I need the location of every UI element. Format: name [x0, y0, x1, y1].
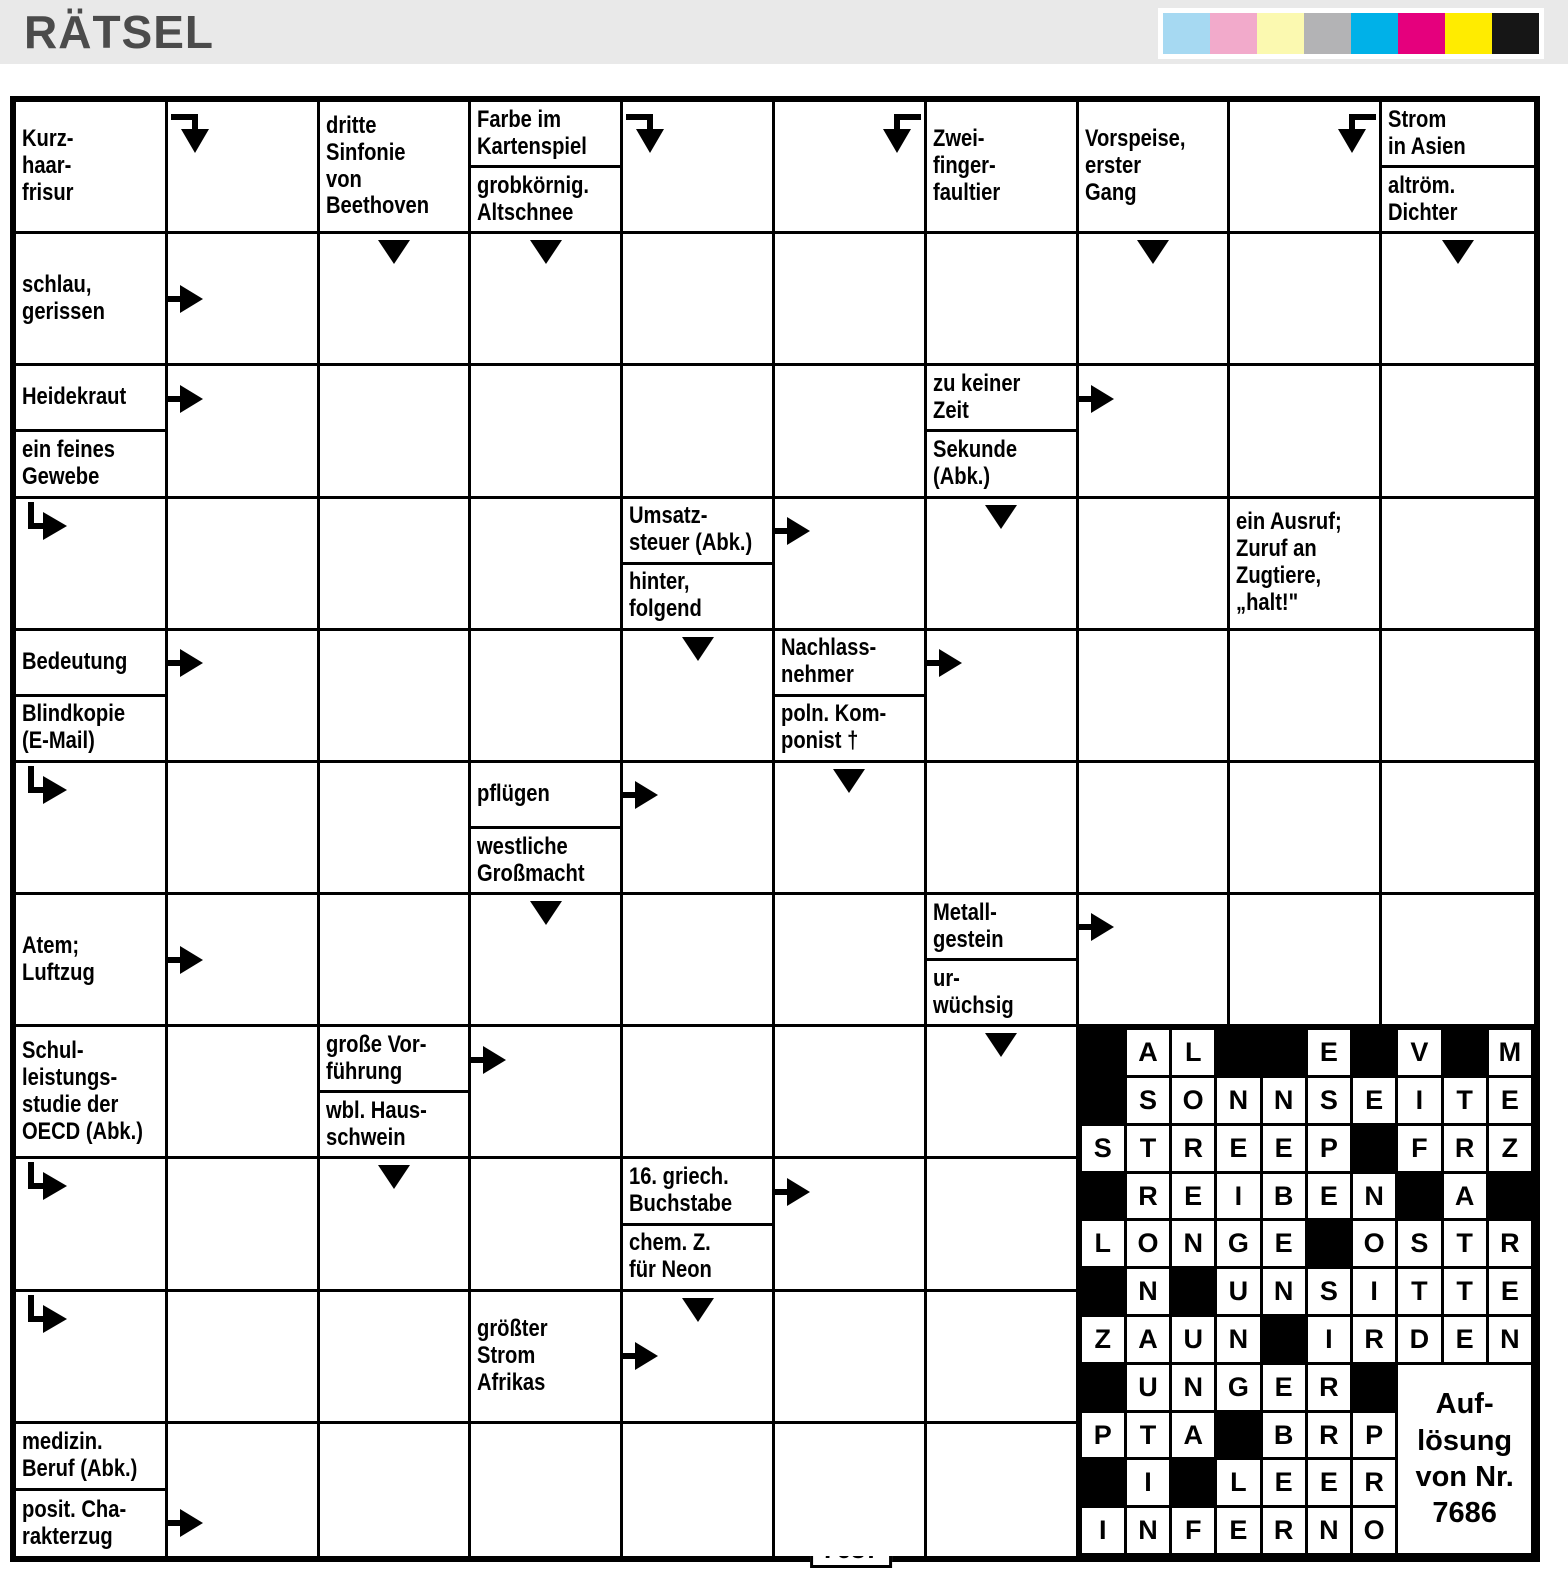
answer-cell[interactable] [1079, 631, 1231, 763]
answer-cell[interactable] [927, 1159, 1079, 1291]
solution-black-cell [1308, 1221, 1350, 1266]
clue-text-bottom: grobkörnig. Altschnee [477, 171, 590, 226]
solution-letter-cell: L [1217, 1460, 1259, 1505]
solution-letter-cell: P [1308, 1126, 1350, 1171]
solution-letter-cell: E [1489, 1078, 1531, 1123]
solution-grid [1079, 1027, 1534, 1556]
answer-cell[interactable] [168, 234, 320, 366]
clue-cell [927, 895, 1079, 1027]
solution-black-cell [1172, 1269, 1214, 1314]
solution-letter-cell: I [1308, 1317, 1350, 1362]
answer-cell[interactable] [471, 1424, 623, 1556]
answer-cell[interactable] [623, 763, 775, 895]
solution-letter-cell: N [1263, 1078, 1305, 1123]
solution-letter-cell: P [1353, 1413, 1395, 1458]
clue-cell [623, 499, 775, 631]
clue-cell: schlau, gerissen [16, 234, 168, 366]
arrow-right-icon [168, 282, 204, 316]
clue-text-bottom: wbl. Haus- schwein [325, 1097, 427, 1151]
solution-letter-cell: R [1444, 1126, 1486, 1171]
solution-black-cell [1082, 1078, 1124, 1123]
clue-text-top: zu keiner Zeit [927, 366, 1076, 432]
solution-letter-cell: E [1172, 1174, 1214, 1219]
answer-cell[interactable] [16, 763, 168, 895]
solution-letter-cell: I [1353, 1269, 1395, 1314]
solution-letter-cell: U [1172, 1317, 1214, 1362]
solution-letter-cell: S [1127, 1078, 1169, 1123]
color-swatch-gray [1304, 13, 1351, 54]
answer-cell[interactable] [623, 631, 775, 763]
clue-cell: Kurz- haar- frisur [16, 102, 168, 234]
clue-cell [927, 366, 1079, 498]
solution-letter-cell: R [1172, 1126, 1214, 1171]
solution-letter-cell: E [1444, 1317, 1486, 1362]
answer-cell[interactable] [775, 234, 927, 366]
answer-cell[interactable] [927, 631, 1079, 763]
clue-text-bottom: altröm. Dichter [1388, 171, 1458, 226]
solution-letter-cell: T [1127, 1413, 1169, 1458]
solution-letter-cell: E [1489, 1269, 1531, 1314]
solution-black-cell [1217, 1030, 1259, 1075]
arrow-down-icon [681, 1297, 715, 1323]
answer-cell[interactable] [775, 366, 927, 498]
clue-text-top: medizin. Beruf (Abk.) [16, 1424, 165, 1492]
answer-cell[interactable] [471, 631, 623, 763]
solution-letter-cell: I [1398, 1078, 1440, 1123]
solution-letter-cell: P [1082, 1413, 1124, 1458]
solution-letter-cell: T [1127, 1126, 1169, 1171]
answer-cell[interactable] [168, 1027, 320, 1159]
arrow-bend-right-down-icon [1330, 107, 1376, 155]
clue-cell [1382, 102, 1534, 234]
solution-black-cell [1353, 1365, 1395, 1410]
solution-black-cell [1444, 1030, 1486, 1075]
print-color-bar [1158, 8, 1544, 59]
answer-cell[interactable] [168, 102, 320, 234]
solution-label-line: 7686 [1432, 1497, 1497, 1530]
solution-letter-cell: U [1217, 1269, 1259, 1314]
answer-cell[interactable] [320, 499, 472, 631]
solution-letter-cell: A [1172, 1413, 1214, 1458]
clue-text-bottom: chem. Z. für Neon [629, 1229, 713, 1284]
solution-black-cell [1082, 1269, 1124, 1314]
arrow-right-icon [775, 1175, 811, 1209]
solution-letter-cell: R [1308, 1365, 1350, 1410]
arrow-right-icon [775, 514, 811, 548]
answer-cell[interactable] [1382, 234, 1534, 366]
color-swatch-light-blue [1163, 13, 1210, 54]
answer-cell[interactable] [1230, 366, 1382, 498]
clue-cell: Vorspeise, erster Gang [1079, 102, 1231, 234]
answer-cell[interactable] [168, 895, 320, 1027]
clue-text-top: Heidekraut [16, 366, 165, 432]
solution-letter-cell: R [1353, 1317, 1395, 1362]
color-swatch-magenta [1398, 13, 1445, 54]
answer-cell[interactable] [16, 1159, 168, 1291]
solution-letter-cell: B [1263, 1413, 1305, 1458]
solution-letter-cell: O [1353, 1221, 1395, 1266]
answer-cell[interactable] [1079, 366, 1231, 498]
solution-letter-cell: N [1489, 1317, 1531, 1362]
arrow-down-icon [984, 1032, 1018, 1058]
answer-cell[interactable] [320, 1292, 472, 1424]
solution-letter-cell: N [1172, 1221, 1214, 1266]
answer-cell[interactable] [471, 499, 623, 631]
clue-text-bottom: Blindkopie (E-Mail) [22, 700, 126, 755]
answer-cell[interactable] [1079, 895, 1231, 1027]
arrow-down-icon [681, 636, 715, 662]
solution-letter-cell: R [1489, 1221, 1531, 1266]
solution-black-cell [1263, 1030, 1305, 1075]
clue-text-top: Farbe im Kartenspiel [471, 102, 620, 168]
solution-letter-cell: F [1172, 1508, 1214, 1553]
answer-cell[interactable] [775, 1027, 927, 1159]
color-swatch-cyan [1351, 13, 1398, 54]
arrow-bend-left-down-icon [171, 107, 217, 155]
answer-cell[interactable] [168, 366, 320, 498]
arrow-down-icon [1441, 239, 1475, 265]
answer-cell[interactable] [775, 1292, 927, 1424]
answer-cell[interactable] [775, 499, 927, 631]
clue-cell: dritte Sinfonie von Beethoven [320, 102, 472, 234]
answer-cell[interactable] [320, 631, 472, 763]
solution-letter-cell: N [1172, 1365, 1214, 1410]
answer-cell[interactable] [168, 1292, 320, 1424]
arrow-down-icon [377, 239, 411, 265]
arrow-down-icon [377, 1164, 411, 1190]
answer-cell[interactable] [775, 1424, 927, 1556]
clue-text-bottom: posit. Cha- rakterzug [22, 1495, 127, 1550]
solution-letter-cell: T [1444, 1269, 1486, 1314]
clue-text-bottom: ein feines Gewebe [22, 436, 116, 490]
clue-cell: größter Strom Afrikas [471, 1292, 623, 1424]
answer-cell[interactable] [775, 1159, 927, 1291]
answer-cell[interactable] [623, 1424, 775, 1556]
answer-cell[interactable] [320, 1424, 472, 1556]
arrow-right-icon [927, 646, 963, 680]
solution-letter-cell: L [1172, 1030, 1214, 1075]
answer-cell[interactable] [927, 1027, 1079, 1159]
arrow-right-icon [168, 943, 204, 977]
answer-cell[interactable] [1230, 102, 1382, 234]
arrow-bend-right-down-icon [875, 107, 921, 155]
answer-cell[interactable] [168, 499, 320, 631]
color-swatch-black [1492, 13, 1539, 54]
solution-letter-cell: G [1217, 1365, 1259, 1410]
answer-cell[interactable] [320, 366, 472, 498]
answer-cell[interactable] [471, 1159, 623, 1291]
clue-text-top: Bedeutung [16, 631, 165, 697]
answer-cell[interactable] [1382, 631, 1534, 763]
clue-text-bottom: Sekunde (Abk.) [932, 436, 1017, 490]
answer-cell[interactable] [623, 1027, 775, 1159]
answer-cell[interactable] [623, 234, 775, 366]
answer-cell[interactable] [623, 102, 775, 234]
clue-text-top: 16. griech. Buchstabe [623, 1159, 772, 1225]
solution-black-cell [1398, 1174, 1440, 1219]
answer-cell[interactable] [623, 1292, 775, 1424]
solution-letter-cell: O [1353, 1508, 1395, 1553]
answer-cell[interactable] [927, 234, 1079, 366]
clue-text-bottom: ur- wüchsig [932, 964, 1014, 1019]
solution-letter-cell: N [1127, 1269, 1169, 1314]
answer-cell[interactable] [471, 895, 623, 1027]
solution-letter-cell: S [1308, 1269, 1350, 1314]
solution-letter-cell: N [1127, 1508, 1169, 1553]
clue-cell [320, 1027, 472, 1159]
solution-black-cell [1489, 1174, 1531, 1219]
color-swatch-pale-yellow [1257, 13, 1304, 54]
arrow-bend-top-right-icon [21, 1162, 69, 1208]
answer-cell[interactable] [623, 366, 775, 498]
solution-letter-cell: L [1082, 1221, 1124, 1266]
solution-letter-cell: N [1217, 1317, 1259, 1362]
solution-letter-cell: U [1127, 1365, 1169, 1410]
solution-letter-cell: R [1127, 1174, 1169, 1219]
arrow-right-icon [623, 778, 659, 812]
solution-letter-cell: A [1127, 1317, 1169, 1362]
arrow-bend-left-down-icon [626, 107, 672, 155]
answer-cell[interactable] [16, 1292, 168, 1424]
solution-letter-cell: O [1172, 1078, 1214, 1123]
answer-cell[interactable] [320, 763, 472, 895]
clue-cell: Schul- leistungs- studie der OECD (Abk.) [16, 1027, 168, 1159]
answer-cell[interactable] [1079, 763, 1231, 895]
solution-label-line: Auf- [1435, 1388, 1494, 1421]
answer-cell[interactable] [623, 895, 775, 1027]
solution-letter-cell: I [1082, 1508, 1124, 1553]
answer-cell[interactable] [927, 1292, 1079, 1424]
clue-text-top: Strom in Asien [1382, 102, 1534, 168]
clue-cell: Zwei- finger- faultier [927, 102, 1079, 234]
solution-letter-cell: E [1263, 1365, 1305, 1410]
answer-cell[interactable] [1230, 895, 1382, 1027]
solution-letter-cell: V [1398, 1030, 1440, 1075]
solution-letter-cell: T [1398, 1269, 1440, 1314]
arrow-right-icon [168, 1506, 204, 1540]
solution-letter-cell: E [1263, 1126, 1305, 1171]
answer-cell[interactable] [471, 366, 623, 498]
solution-letter-cell: N [1217, 1078, 1259, 1123]
solution-letter-cell: E [1308, 1030, 1350, 1075]
arrow-bend-top-right-icon [21, 502, 69, 548]
answer-cell[interactable] [320, 234, 472, 366]
solution-letter-cell: S [1398, 1221, 1440, 1266]
arrow-down-icon [832, 768, 866, 794]
solution-letter-cell: E [1353, 1078, 1395, 1123]
page-title: RÄTSEL [24, 6, 214, 58]
answer-cell[interactable] [168, 763, 320, 895]
clue-cell [16, 631, 168, 763]
clue-text-top: große Vor- führung [320, 1027, 469, 1093]
clue-text-bottom: westliche Großmacht [477, 832, 585, 887]
solution-letter-cell: S [1308, 1078, 1350, 1123]
answer-cell[interactable] [168, 631, 320, 763]
clue-text-bottom: poln. Kom- ponist † [781, 700, 887, 755]
arrow-bend-top-right-icon [21, 766, 69, 812]
solution-letter-cell: Z [1082, 1317, 1124, 1362]
solution-black-cell [1082, 1030, 1124, 1075]
answer-cell[interactable] [471, 234, 623, 366]
answer-cell[interactable] [1382, 895, 1534, 1027]
answer-cell[interactable] [1079, 234, 1231, 366]
clue-text-top: Umsatz- steuer (Abk.) [623, 499, 772, 565]
clue-cell [471, 102, 623, 234]
solution-letter-cell: Z [1489, 1126, 1531, 1171]
clue-cell [471, 763, 623, 895]
arrow-down-icon [529, 239, 563, 265]
answer-cell[interactable] [927, 1424, 1079, 1556]
answer-cell[interactable] [1079, 499, 1231, 631]
solution-letter-cell: E [1308, 1460, 1350, 1505]
solution-letter-cell: O [1127, 1221, 1169, 1266]
solution-letter-cell: E [1263, 1460, 1305, 1505]
arrow-right-icon [471, 1043, 507, 1077]
solution-label-line: lösung [1417, 1424, 1513, 1457]
answer-cell[interactable] [775, 102, 927, 234]
answer-cell[interactable] [168, 1424, 320, 1556]
solution-letter-cell: E [1263, 1221, 1305, 1266]
answer-cell[interactable] [1230, 763, 1382, 895]
arrow-right-icon [1079, 910, 1115, 944]
clue-text-top: Metall- gestein [927, 895, 1076, 961]
arrow-down-icon [529, 900, 563, 926]
arrow-down-icon [984, 504, 1018, 530]
solution-letter-cell: F [1398, 1126, 1440, 1171]
clue-cell [623, 1159, 775, 1291]
solution-label-line: von Nr. [1415, 1460, 1514, 1493]
clue-cell: ein Ausruf; Zuruf an Zugtiere, „halt!" [1230, 499, 1382, 631]
clue-text-top: Nachlass- nehmer [775, 631, 924, 697]
color-swatch-pink [1210, 13, 1257, 54]
arrow-bend-top-right-icon [21, 1295, 69, 1341]
solution-letter-cell: M [1489, 1030, 1531, 1075]
solution-letter-cell: S [1082, 1126, 1124, 1171]
solution-letter-cell: B [1263, 1174, 1305, 1219]
crossword-board [10, 96, 1540, 1562]
clue-text-bottom: hinter, folgend [629, 568, 702, 623]
answer-cell[interactable] [471, 1027, 623, 1159]
solution-letter-cell: T [1444, 1078, 1486, 1123]
solution-letter-cell: T [1444, 1221, 1486, 1266]
clue-cell [16, 366, 168, 498]
answer-cell[interactable] [775, 763, 927, 895]
answer-cell[interactable] [168, 1159, 320, 1291]
arrow-right-icon [168, 646, 204, 680]
color-swatch-yellow [1445, 13, 1492, 54]
answer-cell[interactable] [927, 499, 1079, 631]
solution-letter-cell: I [1127, 1460, 1169, 1505]
answer-cell[interactable] [775, 895, 927, 1027]
solution-letter-cell: N [1263, 1269, 1305, 1314]
answer-cell[interactable] [320, 1159, 472, 1291]
arrow-right-icon [623, 1339, 659, 1373]
solution-black-cell [1172, 1460, 1214, 1505]
answer-cell[interactable] [1230, 631, 1382, 763]
answer-cell[interactable] [1382, 763, 1534, 895]
clue-cell: Atem; Luftzug [16, 895, 168, 1027]
solution-letter-cell: D [1398, 1317, 1440, 1362]
clue-text-top: pflügen [471, 763, 620, 829]
solution-black-cell [1082, 1460, 1124, 1505]
solution-letter-cell: E [1217, 1508, 1259, 1553]
solution-black-cell [1353, 1030, 1395, 1075]
arrow-right-icon [168, 382, 204, 416]
arrow-right-icon [1079, 382, 1115, 416]
answer-cell[interactable] [16, 499, 168, 631]
solution-black-cell [1263, 1317, 1305, 1362]
answer-cell[interactable] [927, 763, 1079, 895]
solution-letter-cell: R [1263, 1508, 1305, 1553]
answer-cell[interactable] [1230, 234, 1382, 366]
solution-letter-cell: I [1217, 1174, 1259, 1219]
solution-black-cell [1353, 1126, 1395, 1171]
answer-cell[interactable] [320, 895, 472, 1027]
solution-black-cell [1082, 1174, 1124, 1219]
solution-reference-label [1398, 1365, 1531, 1553]
solution-letter-cell: N [1353, 1174, 1395, 1219]
solution-letter-cell: E [1217, 1126, 1259, 1171]
solution-letter-cell: G [1217, 1221, 1259, 1266]
page-header [0, 0, 1568, 64]
solution-letter-cell: R [1308, 1413, 1350, 1458]
solution-black-cell [1082, 1365, 1124, 1410]
solution-letter-cell: A [1127, 1030, 1169, 1075]
answer-cell[interactable] [1382, 366, 1534, 498]
answer-cell[interactable] [1382, 499, 1534, 631]
solution-letter-cell: A [1444, 1174, 1486, 1219]
solution-letter-cell: E [1308, 1174, 1350, 1219]
solution-letter-cell: N [1308, 1508, 1350, 1553]
solution-letter-cell: R [1353, 1460, 1395, 1505]
solution-black-cell [1217, 1413, 1259, 1458]
arrow-down-icon [1136, 239, 1170, 265]
clue-cell [16, 1424, 168, 1556]
clue-cell [775, 631, 927, 763]
